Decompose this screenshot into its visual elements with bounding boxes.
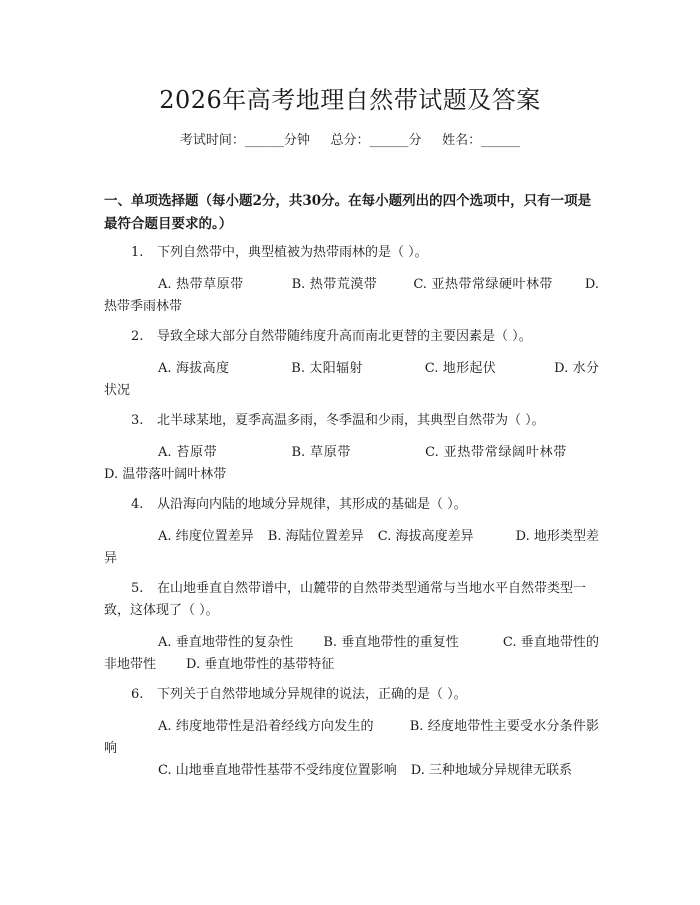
question-number: 3. (131, 413, 144, 428)
question-number: 5. (131, 581, 144, 596)
option-a: A. 纬度位置差异 (158, 529, 254, 544)
question-6-options (104, 716, 599, 782)
option-d: D. 热带季雨林带 (104, 277, 600, 314)
option-a: A. 海拔高度 (158, 361, 230, 376)
option-d: D. 水分状况 (104, 361, 599, 398)
option-b: B. 垂直地带性的重复性 (323, 635, 459, 650)
option-c: C. 垂直地带性的非地带性 (104, 635, 599, 672)
option-c: C. 亚热带常绿硬叶林带 (413, 277, 553, 292)
question-stem: 下列关于自然带地域分异规律的说法，正确的是（ ）。 (157, 687, 467, 702)
option-c: C. 亚热带常绿阔叶林带 (425, 445, 567, 460)
option-a: A. 纬度地带性是沿着经线方向发生的 (158, 719, 374, 734)
question-stem: 在山地垂直自然带谱中，山麓带的自然带类型通常与当地水平自然带类型一致，这体现了（ ）。 (104, 581, 587, 618)
question-1-options (104, 274, 599, 318)
question-stem: 北半球某地，夏季高温多雨，冬季温和少雨，其典型自然带为（ ）。 (157, 413, 545, 428)
question-stem: 导致全球大部分自然带随纬度升高而南北更替的主要因素是（ ）。 (157, 329, 532, 344)
option-a: A. 热带草原带 (158, 277, 244, 292)
option-b: B. 热带荒漠带 (291, 277, 378, 292)
question-5-options (104, 632, 599, 676)
question-1 (104, 242, 599, 264)
question-stem: 下列自然带中，典型植被为热带雨林的是（ ）。 (157, 245, 428, 260)
option-a: A. 苔原带 (158, 445, 218, 460)
option-b: B. 草原带 (291, 445, 352, 460)
question-4 (104, 494, 599, 516)
question-4-options (104, 526, 599, 570)
option-d: D. 地形类型差异 (104, 529, 599, 566)
option-c: C. 海拔高度差异 (377, 529, 474, 544)
question-number: 1. (131, 245, 144, 260)
question-6 (104, 684, 599, 706)
question-number: 6. (131, 687, 144, 702)
question-3 (104, 410, 599, 432)
option-d: D. 温带落叶阔叶林带 (104, 467, 227, 482)
question-stem: 从沿海向内陆的地域分异规律，其形成的基础是（ ）。 (157, 497, 467, 512)
exam-info-line: 考试时间：______分钟 总分：______分 姓名：______ (179, 133, 521, 148)
option-b: B. 海陆位置差异 (267, 529, 364, 544)
option-b: B. 太阳辐射 (291, 361, 363, 376)
question-2-options (104, 358, 599, 402)
exam-title: 2026年高考地理自然带试题及答案 (159, 86, 541, 114)
option-c: C. 地形起伏 (424, 361, 497, 376)
option-d: D. 垂直地带性的基带特征 (186, 657, 335, 672)
question-number: 4. (131, 497, 144, 512)
option-c: C. 山地垂直地带性基带不受纬度位置影响 (158, 763, 397, 778)
question-number: 2. (131, 329, 144, 344)
section-heading: 一、单项选择题（每小题2分，共30分。在每小题列出的四个选项中，只有一项是最符合题目要求的。） (104, 193, 592, 232)
option-b: B. 经度地带性主要受水分条件影响 (104, 719, 599, 756)
question-2 (104, 326, 599, 348)
option-d: D. 三种地域分异规律无联系 (410, 763, 572, 778)
question-5 (104, 578, 599, 622)
question-3-options (104, 442, 599, 486)
option-a: A. 垂直地带性的复杂性 (158, 635, 294, 650)
